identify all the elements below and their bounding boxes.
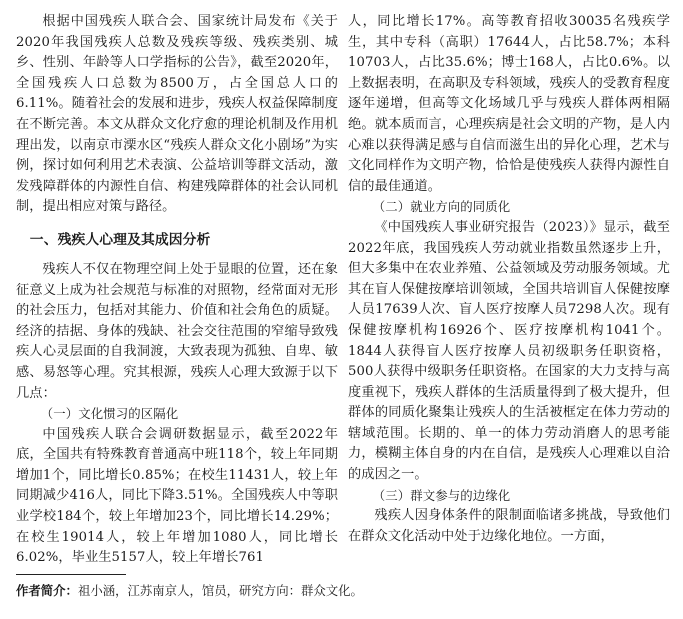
section-heading: 一、残疾人心理及其成因分析: [29, 231, 211, 248]
intro-paragraph: 根据中国残疾人联合会、国家统计局发布《关于2020年我国残疾人总数及残疾等级、残疾类别、城乡、性别、年龄等人口学指标的公告》，截至2020年，全国残疾人口总数为8500万，占全国总人口的6.11%。随着社会的发展和进步，残疾人权益保障制度在不断完善。本文从群众文化疗愈的理论机制及作用机理出发，以南京市溧水区“残疾人群众文化小剧场”为实例，探讨如何利用艺术表演、公益培训等群文活动，激发残障群体的内源性自信、构建残障群体的社会认同机制，提出相应对策与路径。: [16, 14, 338, 215]
body-paragraph-continued: 人，同比增长17%。高等教育招收30035名残疾学生，其中专科（高职）17644人，占比58.7%；本科10703人，占比35.6%；博士168人，占比0.6%。以上数据表明，在高职及专科领域，残疾人的受教育程度逐年递增，但高等文化场域几乎与残疾人群体两相隔绝。就本质而言，心理疾病是社会文明的产物，是人内心难以获得满足感与自信而滋生出的异化心理，艺术与文化同样作为文明产物，恰恰是使残疾人获得内源性自信的最佳通道。: [348, 14, 670, 194]
author-note: [16, 582, 666, 600]
body-paragraph: 残疾人不仅在物理空间上处于显眼的位置，还在象征意义上成为社会规范与标准的对照物，经常面对无形的社会压力，包括对其能力、价值和社会角色的质疑。经济的拮据、身体的残缺、社会交往范围的窄缩导致残疾人心灵层面的自我洞渡，大致表现为孤独、自卑、敏感、易怒等心理。究其根源，残疾人心理大致源于以下几点：: [16, 261, 338, 401]
right-column: [348, 12, 670, 547]
footnote-divider: [16, 574, 126, 575]
author-note-label: 作者简介：: [16, 583, 78, 598]
body-paragraph: 中国残疾人联合会调研数据显示，截至2022年底，全国共有特殊教育普通高中班118个，较上年同期增加1个，同比增长0.85%；在校生11431人，较上年同期减少416人，同比下降3.51%。全国残疾人中等职业学校184个，较上年增加23个，同比增长14.29%；在校生19014人，较上年增加1080人，同比增长6.02%，毕业生5157人，较上年增长761: [16, 426, 338, 566]
subsection-heading: （二）就业方向的同质化: [372, 199, 511, 215]
subsection-heading: （三）群文参与的边缘化: [372, 487, 511, 503]
left-column: [16, 12, 338, 569]
subsection-heading: （一）文化惯习的区隔化: [40, 406, 179, 422]
author-note-text: 祖小涵，江苏南京人，馆员，研究方向：群众文化。: [77, 583, 363, 598]
body-paragraph: 《中国残疾人事业研究报告（2023）》显示，截至2022年底，我国残疾人劳动就业指数虽然逐步上升，但大多集中在农业养殖、公益领域及劳动服务领域。尤其在盲人保健按摩培训领域，全国共培训盲人保健按摩人员17639人次、盲人医疗按摩人员7298人次。现有保健按摩机构16926个、医疗按摩机构1041个。1844人获得盲人医疗按摩人员初级职务任职资格，500人获得中级职务任职资格。在国家的大力支持与高度重视下，残疾人群体的生活质量得到了极大提升，但群体的同质化聚集让残疾人的生活被框定在体力劳动的辖域范围。长期的、单一的体力劳动消磨人的思考能力，模糊主体自身的内在自信，是残疾人心理难以自洽的成因之一。: [348, 219, 670, 483]
body-paragraph: 残疾人因身体条件的限制面临诸多挑战，导致他们在群众文化活动中处于边缘化地位。一方面，: [348, 508, 670, 544]
